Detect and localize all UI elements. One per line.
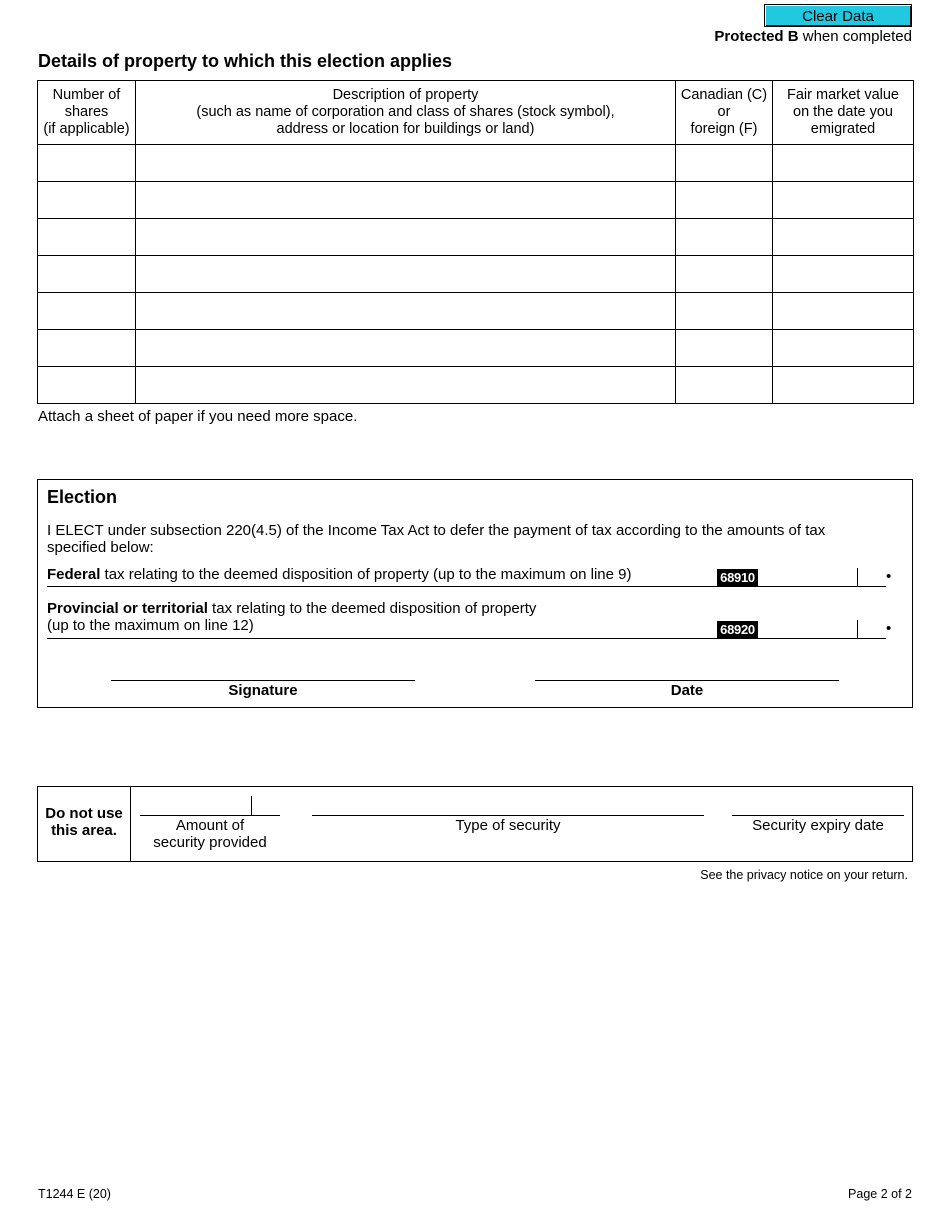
table-cell <box>676 182 773 219</box>
federal-tax-label <box>47 566 631 583</box>
shares-input[interactable] <box>38 293 135 329</box>
date-line[interactable] <box>535 680 839 681</box>
provincial-tax-amount-input[interactable] <box>714 618 862 638</box>
fair-market-value-input[interactable] <box>773 330 913 366</box>
canadian-foreign-input[interactable] <box>676 367 772 403</box>
election-section <box>37 479 913 708</box>
federal-decimal-dot: • <box>886 568 892 585</box>
col-description <box>136 81 676 145</box>
canadian-foreign-input[interactable] <box>676 330 772 366</box>
shares-input[interactable] <box>38 256 135 292</box>
col-canadian-foreign-line2: or <box>717 104 731 120</box>
canadian-foreign-input[interactable] <box>676 256 772 292</box>
table-cell <box>676 256 773 293</box>
table-cell <box>136 219 676 256</box>
table-cell <box>676 145 773 182</box>
col-number-of-shares-line1: Number of <box>52 87 121 103</box>
table-cell <box>38 293 136 330</box>
table-cell <box>676 330 773 367</box>
signature-line[interactable] <box>111 680 415 681</box>
col-description-line1: Description of property <box>332 87 479 103</box>
table-cell <box>773 145 914 182</box>
federal-label-rest: tax relating to the deemed disposition of property (up to the maximum on line 9) <box>100 566 632 583</box>
table-cell <box>38 256 136 293</box>
col-fair-market-value-line1: Fair market value <box>786 87 899 103</box>
fair-market-value-input[interactable] <box>773 256 913 292</box>
description-input[interactable] <box>136 330 675 366</box>
provincial-tax-label <box>47 600 536 634</box>
table-row <box>38 367 914 404</box>
description-input[interactable] <box>136 256 675 292</box>
amount-caption-line2: security provided <box>153 834 267 851</box>
col-canadian-foreign <box>676 81 773 145</box>
provincial-label-rest-2: (up to the maximum on line 12) <box>47 617 254 634</box>
clear-data-button[interactable]: Clear Data <box>764 4 912 27</box>
fair-market-value-input[interactable] <box>773 219 913 255</box>
protected-b-notice <box>714 28 912 45</box>
protected-b-suffix: when completed <box>798 28 912 45</box>
shares-input[interactable] <box>38 367 135 403</box>
shares-input[interactable] <box>38 219 135 255</box>
col-number-of-shares-line3: (if applicable) <box>43 121 130 137</box>
table-cell <box>136 293 676 330</box>
privacy-notice: See the privacy notice on your return. <box>700 868 908 882</box>
protected-b-label: Protected B <box>714 28 799 45</box>
provincial-label-bold: Provincial or territorial <box>47 600 208 617</box>
attach-sheet-note: Attach a sheet of paper if you need more space. <box>38 408 358 425</box>
table-cell <box>773 367 914 404</box>
security-expiry-line <box>732 815 904 816</box>
table-cell <box>676 219 773 256</box>
table-cell <box>38 182 136 219</box>
description-input[interactable] <box>136 219 675 255</box>
col-fair-market-value <box>773 81 914 145</box>
shares-input[interactable] <box>38 182 135 218</box>
fair-market-value-input[interactable] <box>773 182 913 218</box>
table-cell <box>773 256 914 293</box>
table-cell <box>38 330 136 367</box>
table-cell <box>136 256 676 293</box>
col-fair-market-value-line3: emigrated <box>810 121 876 137</box>
canadian-foreign-input[interactable] <box>676 219 772 255</box>
property-table-header <box>38 81 914 145</box>
federal-tax-amount-input[interactable] <box>714 566 862 586</box>
col-canadian-foreign-line3: foreign (F) <box>690 121 758 137</box>
table-row <box>38 219 914 256</box>
federal-line-code: 68910 <box>717 569 758 586</box>
col-canadian-foreign-line1: Canadian (C) <box>680 87 768 103</box>
amount-caption-line1: Amount of <box>175 817 245 834</box>
form-identifier: T1244 E (20) <box>38 1187 111 1201</box>
description-input[interactable] <box>136 367 675 403</box>
election-title: Election <box>47 487 118 507</box>
provincial-line-code: 68920 <box>717 621 758 638</box>
table-row <box>38 330 914 367</box>
federal-underline <box>47 586 886 587</box>
description-input[interactable] <box>136 145 675 181</box>
table-row <box>38 256 914 293</box>
col-description-line2: (such as name of corporation and class of shares (stock symbol), <box>196 104 615 120</box>
provincial-label-rest-1: tax relating to the deemed disposition of property <box>207 600 537 617</box>
amount-security-separator <box>251 796 252 815</box>
office-use-section <box>37 786 913 862</box>
provincial-cents-separator <box>857 620 858 638</box>
security-type-line <box>312 815 704 816</box>
fair-market-value-input[interactable] <box>773 367 913 403</box>
description-input[interactable] <box>136 293 675 329</box>
shares-input[interactable] <box>38 330 135 366</box>
do-not-use-label <box>38 787 131 861</box>
provincial-underline <box>47 638 886 639</box>
table-cell <box>773 219 914 256</box>
table-cell <box>676 293 773 330</box>
table-cell <box>136 182 676 219</box>
col-description-line3: address or location for buildings or land) <box>276 121 535 137</box>
col-number-of-shares <box>38 81 136 145</box>
table-row <box>38 182 914 219</box>
shares-input[interactable] <box>38 145 135 181</box>
federal-label-bold: Federal <box>47 566 101 583</box>
amount-security-line <box>140 815 280 816</box>
table-cell <box>773 330 914 367</box>
signature-label: Signature <box>228 682 298 699</box>
table-cell <box>38 367 136 404</box>
table-cell <box>773 293 914 330</box>
table-cell <box>136 367 676 404</box>
canadian-foreign-input[interactable] <box>676 182 772 218</box>
table-row <box>38 145 914 182</box>
do-not-use-line1: Do not use <box>45 805 123 822</box>
table-row <box>38 293 914 330</box>
fair-market-value-input[interactable] <box>773 145 913 181</box>
description-input[interactable] <box>136 182 675 218</box>
provincial-decimal-dot: • <box>886 620 892 637</box>
table-cell <box>136 330 676 367</box>
election-statement: I ELECT under subsection 220(4.5) of the Income Tax Act to defer the payment of tax according to the amounts of tax specified below: <box>47 522 826 556</box>
canadian-foreign-input[interactable] <box>676 293 772 329</box>
fair-market-value-input[interactable] <box>773 293 913 329</box>
table-cell <box>38 219 136 256</box>
table-cell <box>38 145 136 182</box>
security-type-caption: Type of security <box>455 817 561 834</box>
property-table <box>37 80 914 404</box>
col-fair-market-value-line2: on the date you <box>793 104 893 120</box>
col-number-of-shares-line2: shares <box>64 104 109 120</box>
security-expiry-caption: Security expiry date <box>752 817 884 834</box>
do-not-use-line2: this area. <box>51 822 117 839</box>
table-cell <box>136 145 676 182</box>
page-number: Page 2 of 2 <box>848 1187 912 1201</box>
canadian-foreign-input[interactable] <box>676 145 772 181</box>
table-cell <box>676 367 773 404</box>
amount-security-caption <box>140 817 280 851</box>
property-section-title: Details of property to which this election applies <box>38 51 453 71</box>
table-cell <box>773 182 914 219</box>
date-label: Date <box>670 682 704 699</box>
federal-cents-separator <box>857 568 858 586</box>
